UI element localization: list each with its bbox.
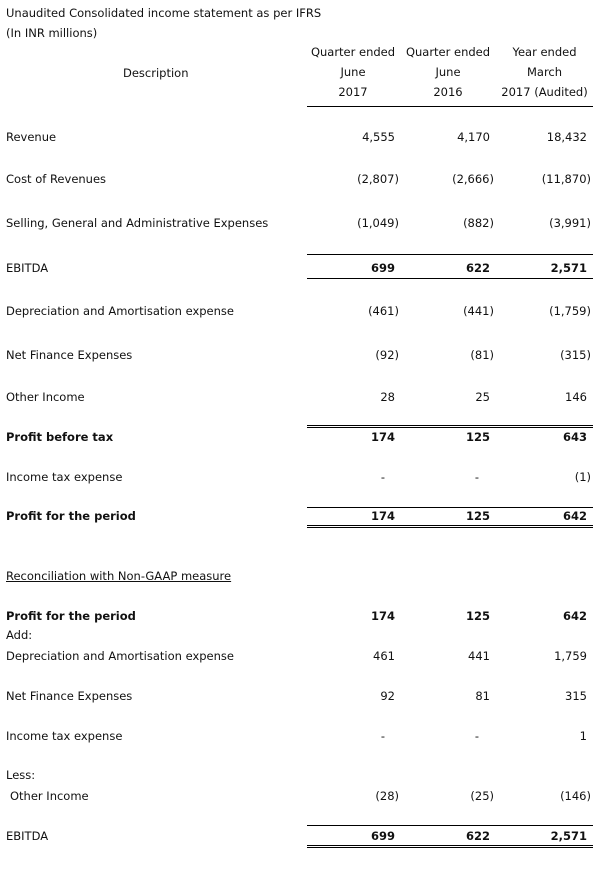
reconciliation-heading: Reconciliation with Non-GAAP measure bbox=[6, 569, 232, 583]
rec-ebitda-top-rule bbox=[307, 825, 593, 826]
tax-fy2017: (1) bbox=[574, 470, 591, 484]
rec-ebitda-bottom-rule-2 bbox=[307, 847, 593, 848]
row-label-depreciation: Depreciation and Amortisation expense bbox=[6, 304, 234, 318]
revenue-q2016: 4,170 bbox=[457, 130, 490, 144]
rec-tax-fy2017: 1 bbox=[579, 729, 587, 743]
rec-label-depreciation: Depreciation and Amortisation expense bbox=[6, 649, 234, 663]
row-label-ebitda: EBITDA bbox=[6, 261, 49, 275]
rec-label-ebitda: EBITDA bbox=[6, 829, 49, 843]
rec-label-tax: Income tax expense bbox=[6, 729, 123, 743]
statement-units: (In INR millions) bbox=[6, 26, 98, 40]
col2-header-line2: June bbox=[435, 65, 461, 79]
fin-fy2017: (315) bbox=[560, 348, 591, 362]
rec-label-other-income: Other Income bbox=[10, 789, 89, 803]
profit-bottom-rule-1 bbox=[307, 525, 593, 526]
ebitda-q2017: 699 bbox=[370, 261, 395, 275]
ebitda-fy2017: 2,571 bbox=[550, 261, 587, 275]
rec-ebitda-q2017: 699 bbox=[370, 829, 395, 843]
other-fy2017: 146 bbox=[565, 390, 587, 404]
profit-fy2017: 642 bbox=[562, 509, 587, 523]
rec-dep-q2016: 441 bbox=[468, 649, 490, 663]
profit-q2016: 125 bbox=[465, 509, 490, 523]
sga-q2016: (882) bbox=[463, 216, 494, 230]
col3-header-line1: Year ended bbox=[512, 45, 577, 59]
description-header: Description bbox=[123, 66, 189, 80]
pbt-fy2017: 643 bbox=[562, 430, 587, 444]
less-label: Less: bbox=[6, 768, 36, 782]
other-q2016: 25 bbox=[475, 390, 490, 404]
dep-q2017: (461) bbox=[368, 304, 399, 318]
row-label-revenue: Revenue bbox=[6, 130, 57, 144]
fin-q2016: (81) bbox=[470, 348, 494, 362]
rec-profit-q2016: 125 bbox=[465, 609, 490, 623]
rec-ebitda-bottom-rule-1 bbox=[307, 845, 593, 846]
rec-dep-q2017: 461 bbox=[373, 649, 395, 663]
pbt-rule-1 bbox=[307, 425, 593, 426]
rec-ebitda-q2016: 622 bbox=[465, 829, 490, 843]
rec-ebitda-fy2017: 2,571 bbox=[550, 829, 587, 843]
row-label-pbt: Profit before tax bbox=[6, 430, 114, 444]
other-q2017: 28 bbox=[380, 390, 395, 404]
rec-fin-q2017: 92 bbox=[380, 689, 395, 703]
revenue-q2017: 4,555 bbox=[362, 130, 395, 144]
col1-header-line1: Quarter ended bbox=[310, 45, 396, 59]
cost-q2017: (2,807) bbox=[357, 172, 399, 186]
col2-header-line1: Quarter ended bbox=[405, 45, 491, 59]
cost-fy2017: (11,870) bbox=[541, 172, 591, 186]
header-rule bbox=[307, 106, 593, 107]
fin-q2017: (92) bbox=[375, 348, 399, 362]
rec-tax-q2016: - bbox=[474, 729, 479, 743]
sga-fy2017: (3,991) bbox=[549, 216, 591, 230]
dep-fy2017: (1,759) bbox=[549, 304, 591, 318]
profit-top-rule bbox=[307, 507, 593, 508]
ebitda-q2016: 622 bbox=[465, 261, 490, 275]
tax-q2017: - bbox=[380, 470, 385, 484]
rec-label-finance: Net Finance Expenses bbox=[6, 689, 133, 703]
rec-other-q2016: (25) bbox=[470, 789, 494, 803]
rec-dep-fy2017: 1,759 bbox=[554, 649, 587, 663]
rec-other-q2017: (28) bbox=[375, 789, 399, 803]
ebitda-bottom-rule bbox=[307, 278, 593, 279]
rec-fin-q2016: 81 bbox=[475, 689, 490, 703]
row-label-sga: Selling, General and Administrative Expenses bbox=[6, 216, 269, 230]
rec-label-profit: Profit for the period bbox=[6, 609, 136, 623]
profit-bottom-rule-2 bbox=[307, 527, 593, 528]
col3-header-line2: March bbox=[526, 65, 563, 79]
cost-q2016: (2,666) bbox=[452, 172, 494, 186]
pbt-rule-2 bbox=[307, 427, 593, 428]
rec-fin-fy2017: 315 bbox=[565, 689, 587, 703]
statement-title: Unaudited Consolidated income statement as per IFRS bbox=[6, 6, 322, 20]
dep-q2016: (441) bbox=[463, 304, 494, 318]
profit-q2017: 174 bbox=[370, 509, 395, 523]
sga-q2017: (1,049) bbox=[357, 216, 399, 230]
row-label-cost: Cost of Revenues bbox=[6, 172, 107, 186]
col1-header-line3: 2017 bbox=[338, 85, 368, 99]
row-label-profit: Profit for the period bbox=[6, 509, 136, 523]
row-label-tax: Income tax expense bbox=[6, 470, 123, 484]
tax-q2016: - bbox=[474, 470, 479, 484]
rec-profit-fy2017: 642 bbox=[562, 609, 587, 623]
rec-tax-q2017: - bbox=[380, 729, 385, 743]
col3-header-line3: 2017 (Audited) bbox=[501, 85, 588, 99]
row-label-other-income: Other Income bbox=[6, 390, 85, 404]
ebitda-top-rule bbox=[307, 254, 593, 255]
rec-other-fy2017: (146) bbox=[560, 789, 591, 803]
pbt-q2016: 125 bbox=[465, 430, 490, 444]
pbt-q2017: 174 bbox=[370, 430, 395, 444]
row-label-finance: Net Finance Expenses bbox=[6, 348, 133, 362]
col1-header-line2: June bbox=[340, 65, 366, 79]
col2-header-line3: 2016 bbox=[433, 85, 463, 99]
revenue-fy2017: 18,432 bbox=[546, 130, 587, 144]
add-label: Add: bbox=[6, 628, 33, 642]
rec-profit-q2017: 174 bbox=[370, 609, 395, 623]
